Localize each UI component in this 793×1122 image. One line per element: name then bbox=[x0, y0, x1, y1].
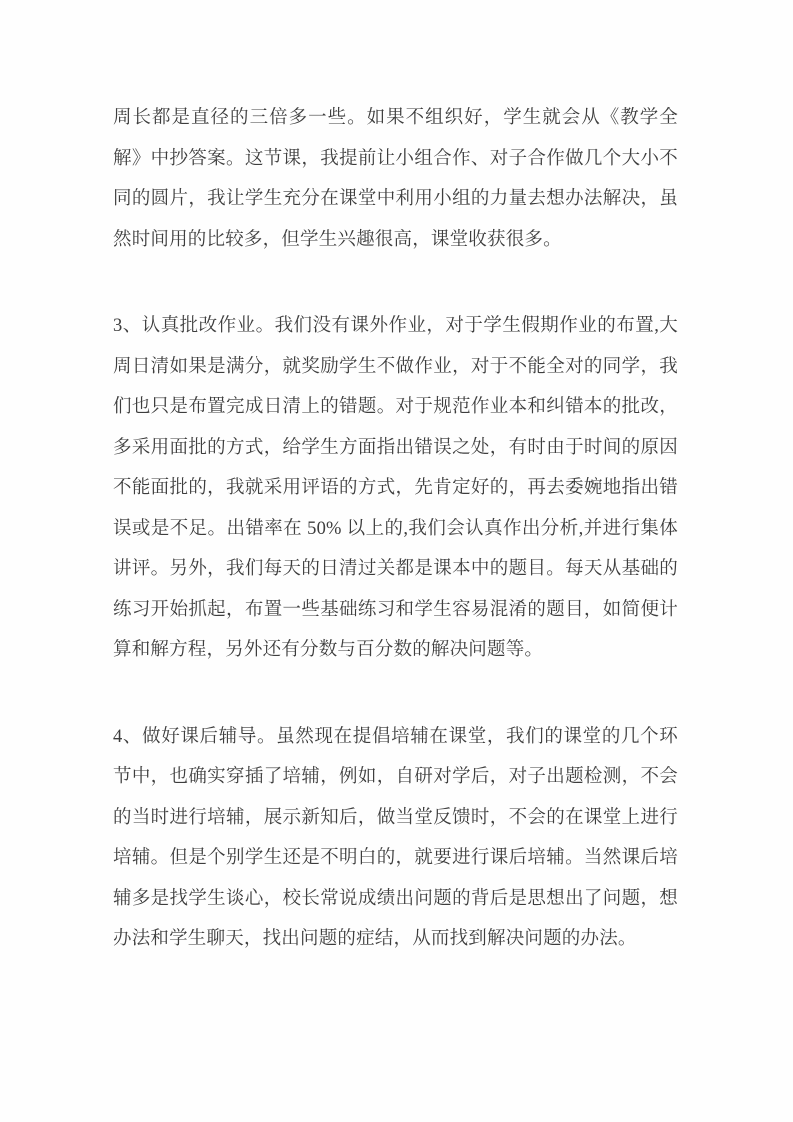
paragraph-after-class-tutoring: 4、做好课后辅导。虽然现在提倡培辅在课堂，我们的课堂的几个环节中，也确实穿插了培辅，例如，自研对学后，对子出题检测，不会的当时进行培辅，展示新知后，做当堂反馈时，不会的在课堂上进行培辅。但是个别学生还是不明白的，就要进行课后培辅。当然课后培辅多是找学生谈心，校长常说成绩出问题的背后是思想出了问题，想办法和学生聊天，找出问题的症结，从而找到解决问题的办法。 bbox=[113, 726, 678, 949]
paragraph-homework-correction: 3、认真批改作业。我们没有课外作业，对于学生假期作业的布置,大周日清如果是满分，就奖励学生不做作业，对于不能全对的同学，我们也只是布置完成日清上的错题。对于规范作业本和纠错本的批改，多采用面批的方式，给学生方面指出错误之处，有时由于时间的原因不能面批的，我就采用评语的方式，先肯定好的，再去委婉地指出错误或是不足。出错率在 50% 以上的,我们会认真作出分析,并进行集体讲评。另外，我们每天的日清过关都是课本中的题目。每天从基础的练习开始抓起，布置一些基础练习和学生容易混淆的题目，如简便计算和解方程，另外还有分数与百分数的解决问题等。 bbox=[113, 316, 678, 660]
paragraph-lesson-reflection: 周长都是直径的三倍多一些。如果不组织好，学生就会从《教学全解》中抄答案。这节课，我提前让小组合作、对子合作做几个大小不同的圆片，我让学生充分在课堂中利用小组的力量去想办法解决，虽然时间用的比较多，但学生兴趣很高，课堂收获很多。 bbox=[113, 108, 678, 250]
